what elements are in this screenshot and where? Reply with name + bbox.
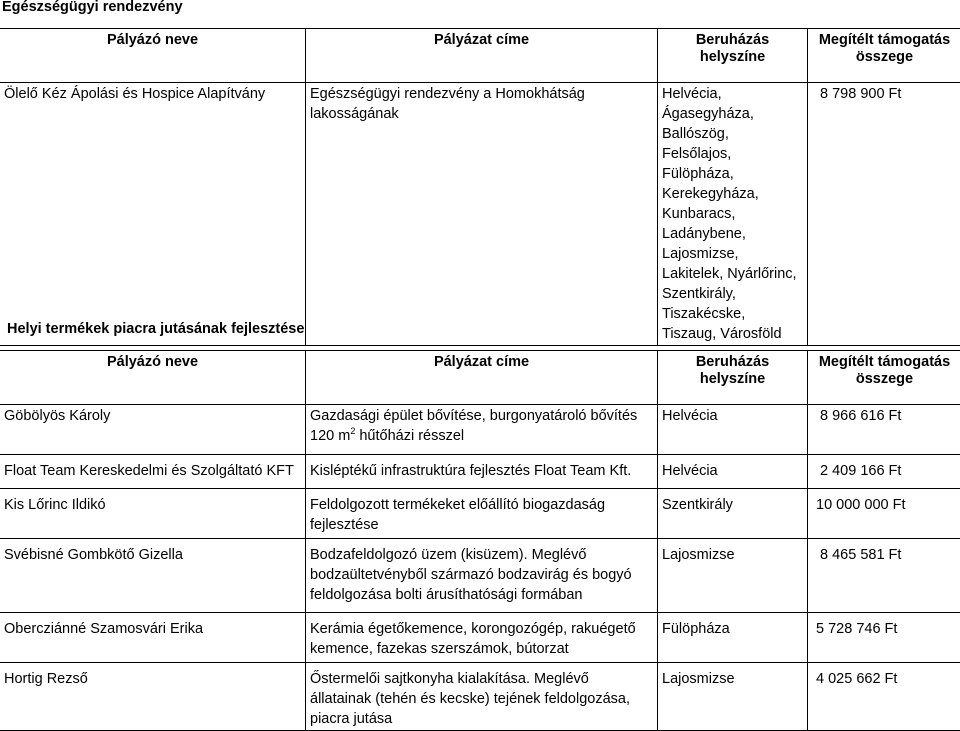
grant-amount: 10 000 000 Ft	[808, 489, 960, 539]
header-location: Beruházás helyszíne	[658, 29, 808, 83]
table-row	[0, 613, 960, 663]
applicant-name: Ölelő Kéz Ápolási és Hospice Alapítvány	[0, 83, 306, 346]
project-title: Kisléptékű infrastruktúra fejlesztés Float Team Kft.	[306, 455, 658, 489]
table-header-row	[0, 29, 960, 83]
project-title: Kerámia égetőkemence, korongozógép, rakuégető kemence, fazekas szerszámok, bútorzat	[306, 613, 658, 663]
header-location: Beruházás helyszíne	[658, 351, 808, 405]
health-event-table	[0, 28, 960, 346]
project-title: Őstermelői sajtkonyha kialakítása. Meglévő állatainak (tehén és kecske) tejének feldolgozása, piacra jutása	[306, 663, 658, 731]
header-amount: Megítélt támogatás összege	[808, 351, 960, 405]
table-row	[0, 455, 960, 489]
section-title-health-event: Egészségügyi rendezvény	[2, 0, 183, 17]
applicant-name: Hortig Rezső	[0, 663, 306, 731]
grant-amount: 2 409 166 Ft	[808, 455, 960, 489]
local-products-table	[0, 350, 960, 731]
project-location: Lajosmizse	[658, 663, 808, 731]
table-row	[0, 83, 960, 346]
project-location: Helvécia, Ágasegyháza, Ballószög, Felsőlajos, Fülöpháza, Kerekegyháza, Kunbaracs, Ladánybene, Lajosmizse, Lakitelek, Nyárlőrinc, Szentkirály, Tiszakécske, Tiszaug, Városföld	[658, 83, 808, 346]
header-project: Pályázat címe	[306, 29, 658, 83]
header-amount: Megítélt támogatás összege	[808, 29, 960, 83]
applicant-name: Obercziánné Szamosvári Erika	[0, 613, 306, 663]
applicant-name: Göbölyös Károly	[0, 405, 306, 455]
applicant-name: Float Team Kereskedelmi és Szolgáltató KFT	[0, 455, 306, 489]
applicant-name: Svébisné Gombkötő Gizella	[0, 539, 306, 613]
table-row	[0, 405, 960, 455]
header-project: Pályázat címe	[306, 351, 658, 405]
grant-amount: 8 966 616 Ft	[808, 405, 960, 455]
table-header-row	[0, 351, 960, 405]
project-location: Helvécia	[658, 455, 808, 489]
project-title-part: hűtőházi résszel	[355, 428, 464, 444]
grant-amount: 8 798 900 Ft	[808, 83, 960, 346]
header-applicant: Pályázó neve	[0, 29, 306, 83]
applicant-name: Kis Lőrinc Ildikó	[0, 489, 306, 539]
table-row	[0, 489, 960, 539]
project-title: Feldolgozott termékeket előállító biogazdaság fejlesztése	[306, 489, 658, 539]
grant-amount: 5 728 746 Ft	[808, 613, 960, 663]
project-title: Bodzafeldolgozó üzem (kisüzem). Meglévő bodzaültetvényből származó bodzavirág és bogyó feldolgozása bolti árusíthatósági formában	[306, 539, 658, 613]
project-location: Lajosmizse	[658, 539, 808, 613]
section-title-local-products: Helyi termékek piacra jutásának fejlesztése	[7, 319, 304, 339]
square-superscript: 2	[350, 426, 355, 436]
grant-amount: 4 025 662 Ft	[808, 663, 960, 731]
table-row	[0, 663, 960, 731]
table-row	[0, 539, 960, 613]
project-title	[306, 405, 658, 455]
project-location: Fülöpháza	[658, 613, 808, 663]
project-location: Helvécia	[658, 405, 808, 455]
grant-amount: 8 465 581 Ft	[808, 539, 960, 613]
project-title: Egészségügyi rendezvény a Homokhátság lakosságának	[306, 83, 658, 346]
header-applicant: Pályázó neve	[0, 351, 306, 405]
project-location: Szentkirály	[658, 489, 808, 539]
project-title-part: Gazdasági épület bővítése, burgonyatároló bővítés 120 m	[310, 408, 637, 444]
